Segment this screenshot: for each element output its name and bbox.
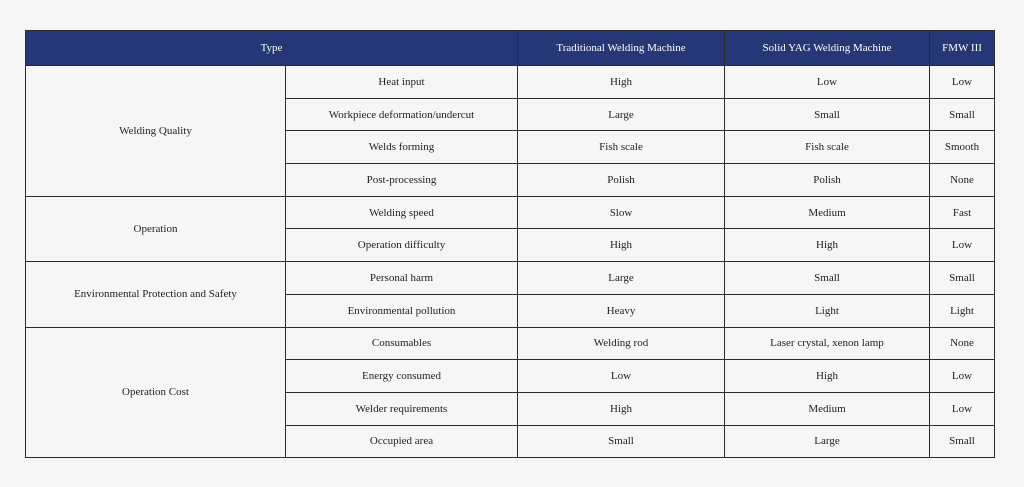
category-cell: Environmental Protection and Safety (26, 262, 286, 327)
traditional-cell: Polish (518, 164, 725, 197)
category-cell: Operation Cost (26, 327, 286, 458)
item-cell: Post-processing (286, 164, 518, 197)
fmw-cell: None (930, 164, 995, 197)
yag-cell: Medium (725, 392, 930, 425)
item-cell: Occupied area (286, 425, 518, 458)
traditional-cell: Large (518, 98, 725, 131)
header-traditional: Traditional Welding Machine (518, 31, 725, 66)
fmw-cell: Fast (930, 196, 995, 229)
yag-cell: Fish scale (725, 131, 930, 164)
traditional-cell: Large (518, 262, 725, 295)
yag-cell: Light (725, 294, 930, 327)
table-body (26, 66, 995, 458)
item-cell: Consumables (286, 327, 518, 360)
item-cell: Workpiece deformation/undercut (286, 98, 518, 131)
item-cell: Personal harm (286, 262, 518, 295)
table-row (26, 66, 995, 99)
fmw-cell: Light (930, 294, 995, 327)
yag-cell: Medium (725, 196, 930, 229)
fmw-cell: Low (930, 360, 995, 393)
traditional-cell: High (518, 392, 725, 425)
yag-cell: High (725, 360, 930, 393)
table-row (26, 327, 995, 360)
traditional-cell: High (518, 66, 725, 99)
traditional-cell: Slow (518, 196, 725, 229)
item-cell: Heat input (286, 66, 518, 99)
header-fmw: FMW III (930, 31, 995, 66)
fmw-cell: Small (930, 425, 995, 458)
table-row (26, 196, 995, 229)
yag-cell: High (725, 229, 930, 262)
table-header (26, 31, 995, 66)
traditional-cell: Small (518, 425, 725, 458)
yag-cell: Small (725, 98, 930, 131)
fmw-cell: Low (930, 392, 995, 425)
item-cell: Energy consumed (286, 360, 518, 393)
traditional-cell: Welding rod (518, 327, 725, 360)
category-cell: Operation (26, 196, 286, 261)
yag-cell: Laser crystal, xenon lamp (725, 327, 930, 360)
fmw-cell: Small (930, 98, 995, 131)
fmw-cell: Low (930, 66, 995, 99)
item-cell: Environmental pollution (286, 294, 518, 327)
fmw-cell: Low (930, 229, 995, 262)
fmw-cell: Small (930, 262, 995, 295)
fmw-cell: None (930, 327, 995, 360)
category-cell: Welding Quality (26, 66, 286, 197)
item-cell: Welding speed (286, 196, 518, 229)
yag-cell: Small (725, 262, 930, 295)
yag-cell: Low (725, 66, 930, 99)
header-type: Type (26, 31, 518, 66)
traditional-cell: Low (518, 360, 725, 393)
welding-comparison-table (25, 30, 995, 458)
item-cell: Welds forming (286, 131, 518, 164)
traditional-cell: High (518, 229, 725, 262)
table-row (26, 262, 995, 295)
traditional-cell: Fish scale (518, 131, 725, 164)
traditional-cell: Heavy (518, 294, 725, 327)
comparison-table-wrapper (25, 30, 994, 458)
header-yag: Solid YAG Welding Machine (725, 31, 930, 66)
fmw-cell: Smooth (930, 131, 995, 164)
yag-cell: Large (725, 425, 930, 458)
item-cell: Welder requirements (286, 392, 518, 425)
header-row (26, 31, 995, 66)
item-cell: Operation difficulty (286, 229, 518, 262)
yag-cell: Polish (725, 164, 930, 197)
